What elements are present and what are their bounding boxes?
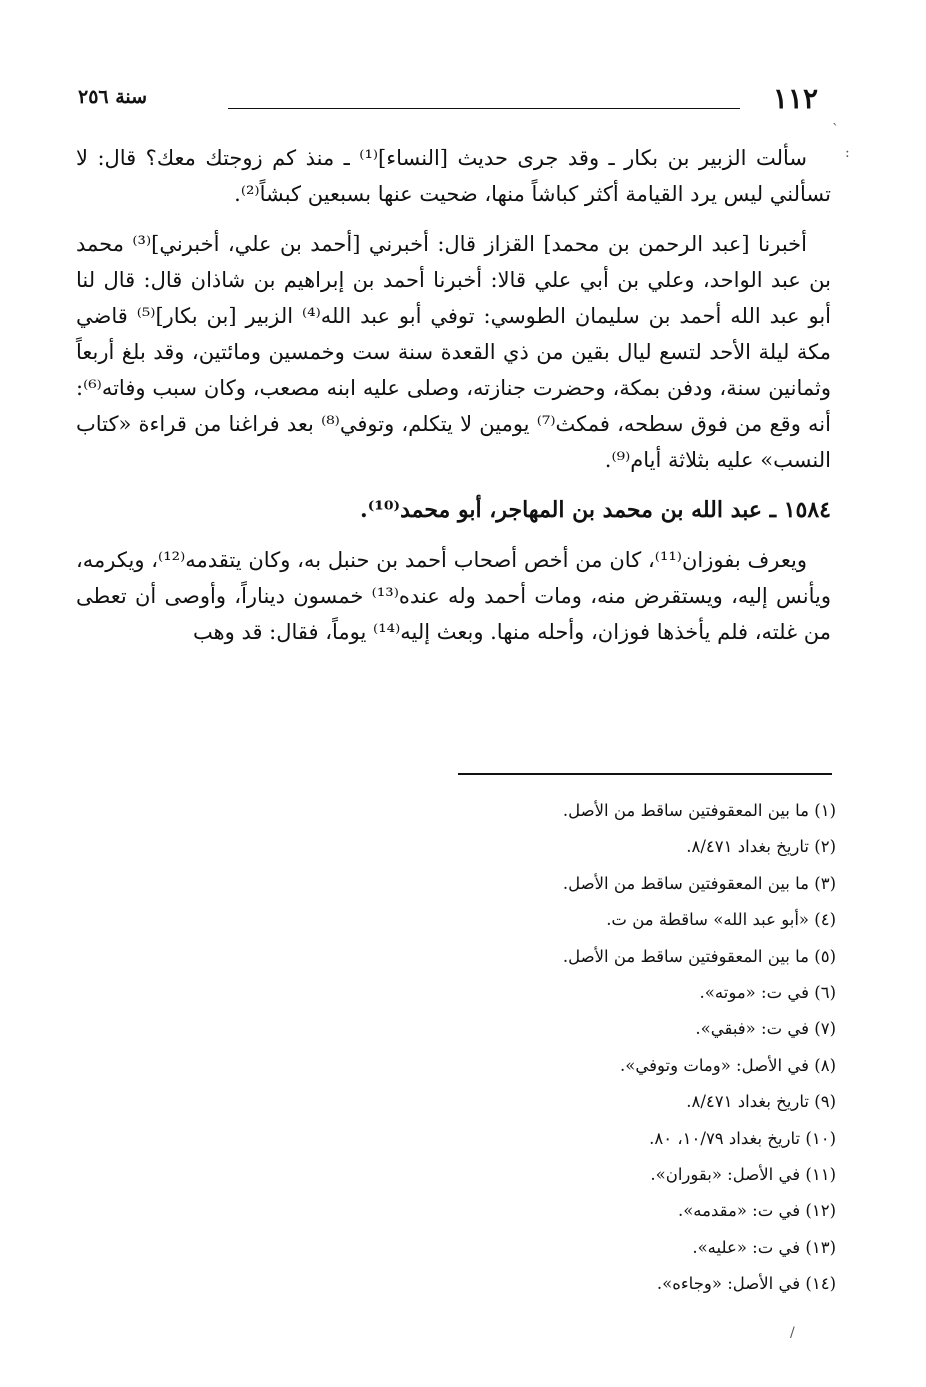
- footnote: (٧) في ت: «فبقي».: [695, 1019, 836, 1039]
- footnote: (١٠) تاريخ بغداد ١٠/٧٩، ٨٠.: [649, 1128, 836, 1148]
- page-header: [78, 82, 818, 122]
- footnote: (٣) ما بين المعقوفتين ساقط من الأصل.: [562, 873, 836, 893]
- footnote: (٨) في الأصل: «ومات وتوفي».: [620, 1055, 836, 1075]
- footnote: (٦) في ت: «موته».: [699, 982, 836, 1002]
- running-head: سنة ٢٥٦: [78, 86, 148, 108]
- main-text: [76, 140, 831, 664]
- footnote-rule: [458, 773, 832, 775]
- paragraph: ويعرف بفوزان⁽¹¹⁾، كان من أخص أصحاب أحمد بن حنبل به، وكان يتقدمه⁽¹²⁾، ويكرمه، ويأنس إليه، ويستقرض منه، ومات أحمد وله عنده⁽¹³⁾ خمسون ديناراً، وأوصى أن تعطى من غلته، فلم يأخذها فوزان، وأحله منها. وبعث إليه⁽¹⁴⁾ يوماً، فقال: قد وهب: [76, 548, 831, 644]
- footnote: (١١) في الأصل: «بقوران».: [650, 1164, 836, 1184]
- scan-speck: `: [832, 122, 839, 138]
- paragraph: أخبرنا [عبد الرحمن بن محمد] القزاز قال: أخبرني [أحمد بن علي، أخبرني]⁽³⁾ محمد بن عبد الواحد، وعلي بن أبي علي قالا: أخبرنا أحمد بن إبراهيم بن شاذان قال: قال لنا أبو عبد الله أحمد بن سليمان الطوسي: توفي أبو عبد الله⁽⁴⁾ الزبير [بن بكار]⁽⁵⁾ قاضي مكة ليلة الأحد لتسع ليال بقين من ذي القعدة سنة ست وخمسين ومائتين، وقد بلغ أربعاً وثمانين سنة، ودفن بمكة، وحضرت جنازته، وصلى عليه ابنه مصعب، وكان سبب وفاته⁽⁶⁾: أنه وقع من فوق سطحه، فمكث⁽⁷⁾ يومين لا يتكلم، وتوفي⁽⁸⁾ بعد فراغنا من قراءة «كتاب النسب» عليه بثلاثة أيام⁽⁹⁾.: [76, 232, 831, 472]
- footnote: (٤) «أبو عبد الله» ساقطة من ت.: [606, 910, 836, 930]
- footnote: (٢) تاريخ بغداد ٨/٤٧١.: [686, 837, 836, 857]
- footnote: (١٤) في الأصل: «وجاءه».: [656, 1274, 836, 1294]
- paragraph: سألت الزبير بن بكار ـ وقد جرى حديث [النساء]⁽¹⁾ ـ منذ كم زوجتك معك؟ قال: لا تسألني ليس يرد القيامة أكثر كباشاً منها، ضحيت عنها بسبعين كبشاً⁽²⁾.: [76, 146, 831, 206]
- footnote: (١٢) في ت: «مقدمه».: [677, 1201, 836, 1221]
- entry-heading: ١٥٨٤ ـ عبد الله بن محمد بن المهاجر، أبو محمد⁽¹⁰⁾.: [360, 497, 831, 523]
- page-number: ١١٢: [772, 82, 818, 115]
- footnote: (١) ما بين المعقوفتين ساقط من الأصل.: [562, 801, 836, 820]
- footnote: (١٣) في ت: «عليه».: [692, 1237, 836, 1257]
- footnote: (٥) ما بين المعقوفتين ساقط من الأصل.: [562, 946, 836, 966]
- header-rule: [228, 108, 740, 109]
- scan-speck: :: [845, 145, 850, 161]
- scan-speck: /: [790, 1325, 795, 1341]
- footnote: (٩) تاريخ بغداد ٨/٤٧١.: [686, 1092, 836, 1112]
- footnotes: [236, 793, 836, 1302]
